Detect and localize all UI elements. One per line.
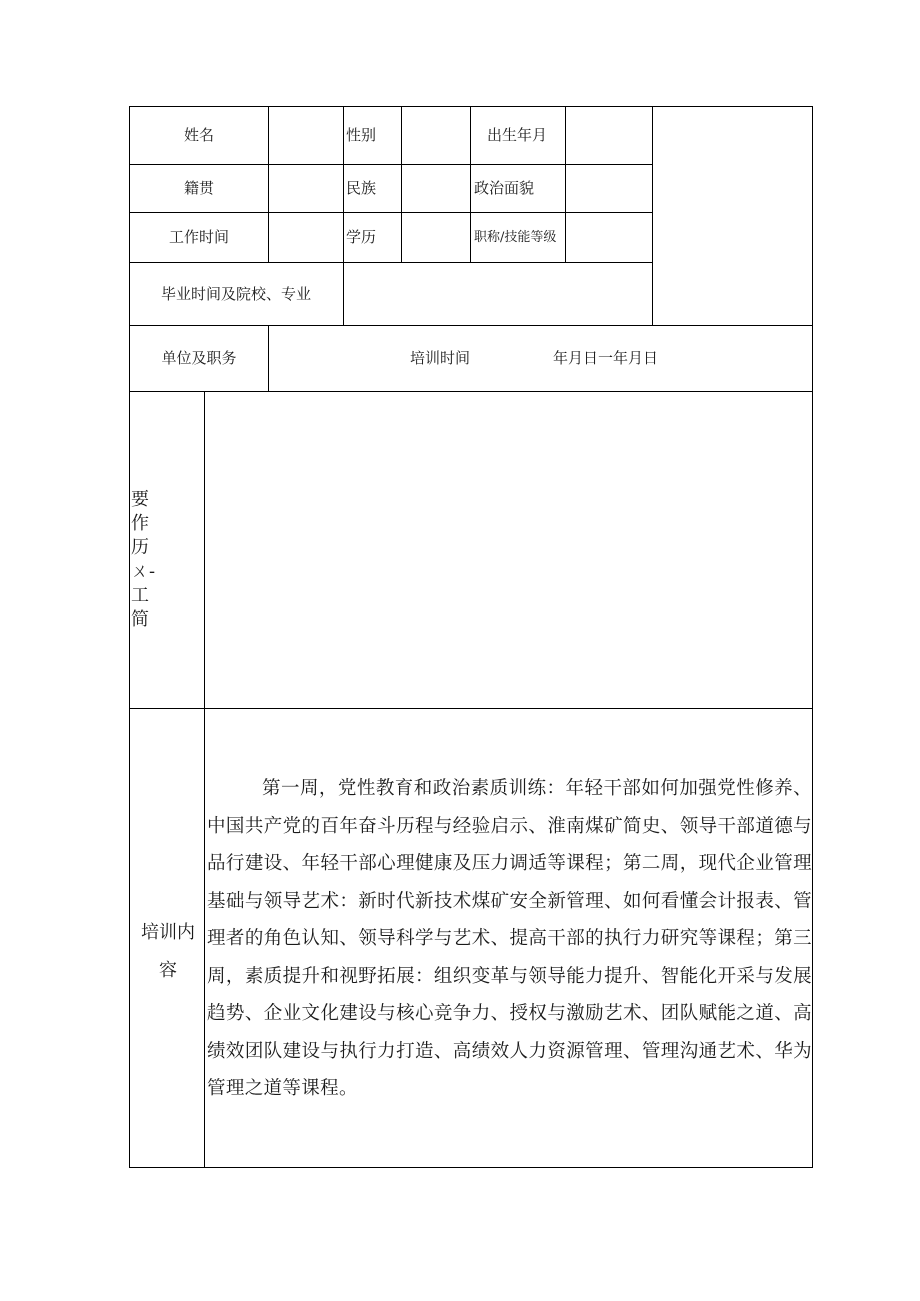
divider-col6 — [565, 106, 566, 263]
training-content-label-1: 培训内容 — [141, 922, 195, 981]
border-top — [129, 106, 813, 107]
training-time-value: 年月日一年月日 — [553, 349, 659, 367]
name-label: 姓名 — [183, 126, 215, 144]
divider-col3 — [343, 106, 344, 326]
professional-title-label: 职称/技能等级 — [474, 230, 557, 245]
political-status-label: 政治面貌 — [474, 179, 535, 197]
divider-row3 — [129, 262, 653, 263]
divider-row4 — [129, 325, 813, 326]
graduation-label: 毕业时间及院校、专业 — [160, 285, 312, 303]
ethnicity-label: 民族 — [346, 179, 377, 197]
unit-position-label: 单位及职务 — [161, 349, 237, 367]
education-label: 学历 — [346, 228, 377, 246]
divider-side-label — [204, 391, 205, 1168]
training-time-label: 培训时间 — [410, 349, 471, 367]
divider-label-col — [268, 106, 269, 263]
divider-label-col-unit — [268, 325, 269, 392]
border-right — [812, 106, 813, 1168]
training-content-text: 第一周，党性教育和政治素质训练：年轻干部如何加强党性修养、中国共产党的百年奋斗历程与经验启示、淮南煤矿简史、领导干部道德与品行建设、年轻干部心理健康及压力调适等课程；第二周，现代企业管理基础与领导艺术：新时代新技术煤矿安全新管理、如何看懂会计报表、管理者的角色认知、领导科学与艺术、提高干部的执行力研究等课程；第三周，素质提升和视野拓展：组织变革与领导能力提升、智能化开采与发展趋势、企业文化建设与核心竞争力、授权与激励艺术、团队赋能之道、高绩效团队建设与执行力打造、高绩效人力资源管理、管理沟通艺术、华为管理之道等课程。 — [207, 778, 812, 1099]
birth-label: 出生年月 — [486, 126, 548, 144]
resume-label: 要作历ㄨ-工简 — [131, 489, 156, 630]
border-bottom — [129, 1167, 813, 1168]
divider-row1 — [129, 164, 653, 165]
work-time-label: 工作时间 — [168, 228, 230, 246]
border-left — [129, 106, 130, 1168]
divider-col4 — [401, 106, 402, 263]
divider-photo — [652, 106, 653, 326]
gender-label: 性别 — [346, 126, 377, 144]
divider-row2 — [129, 212, 653, 213]
native-place-label: 籍贯 — [183, 179, 215, 197]
divider-col5 — [470, 106, 471, 263]
divider-resume — [129, 708, 813, 709]
divider-row5 — [129, 391, 813, 392]
